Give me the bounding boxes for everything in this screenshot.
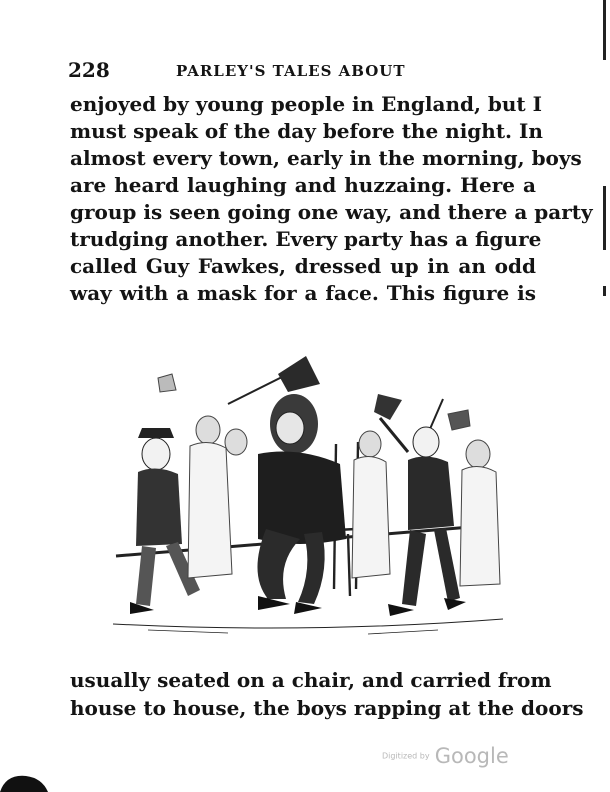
body-line: usually seated on a chair, and carried from: [70, 668, 552, 692]
body-line: enjoyed by young people in England, but I: [70, 92, 542, 116]
page-number: 228: [68, 58, 110, 82]
digitized-by-watermark: [382, 744, 509, 768]
page-edge-line: [603, 0, 606, 60]
body-line: group is seen going one way, and there a party: [70, 200, 593, 224]
body-line: trudging another. Every party has a figure: [70, 227, 542, 251]
body-line: must speak of the day before the night. In: [70, 119, 543, 143]
page-edge-line: [603, 286, 606, 296]
body-line: way with a mask for a face. This figure is: [70, 281, 536, 305]
running-head: PARLEY'S TALES ABOUT: [176, 62, 406, 80]
ink-blot: [0, 770, 48, 792]
body-line: called Guy Fawkes, dressed up in an odd: [70, 254, 536, 278]
guy-fawkes-engraving: [108, 334, 508, 644]
body-line: are heard laughing and huzzaing. Here a: [70, 173, 536, 197]
body-line: almost every town, early in the morning, boys: [70, 146, 582, 170]
body-line: house to house, the boys rapping at the doors: [70, 696, 584, 720]
guy-fawkes-figure: [257, 356, 346, 614]
watermark-prefix: Digitized by: [382, 751, 430, 761]
watermark-brand: Google: [434, 744, 509, 768]
page-edge-line: [603, 186, 606, 250]
